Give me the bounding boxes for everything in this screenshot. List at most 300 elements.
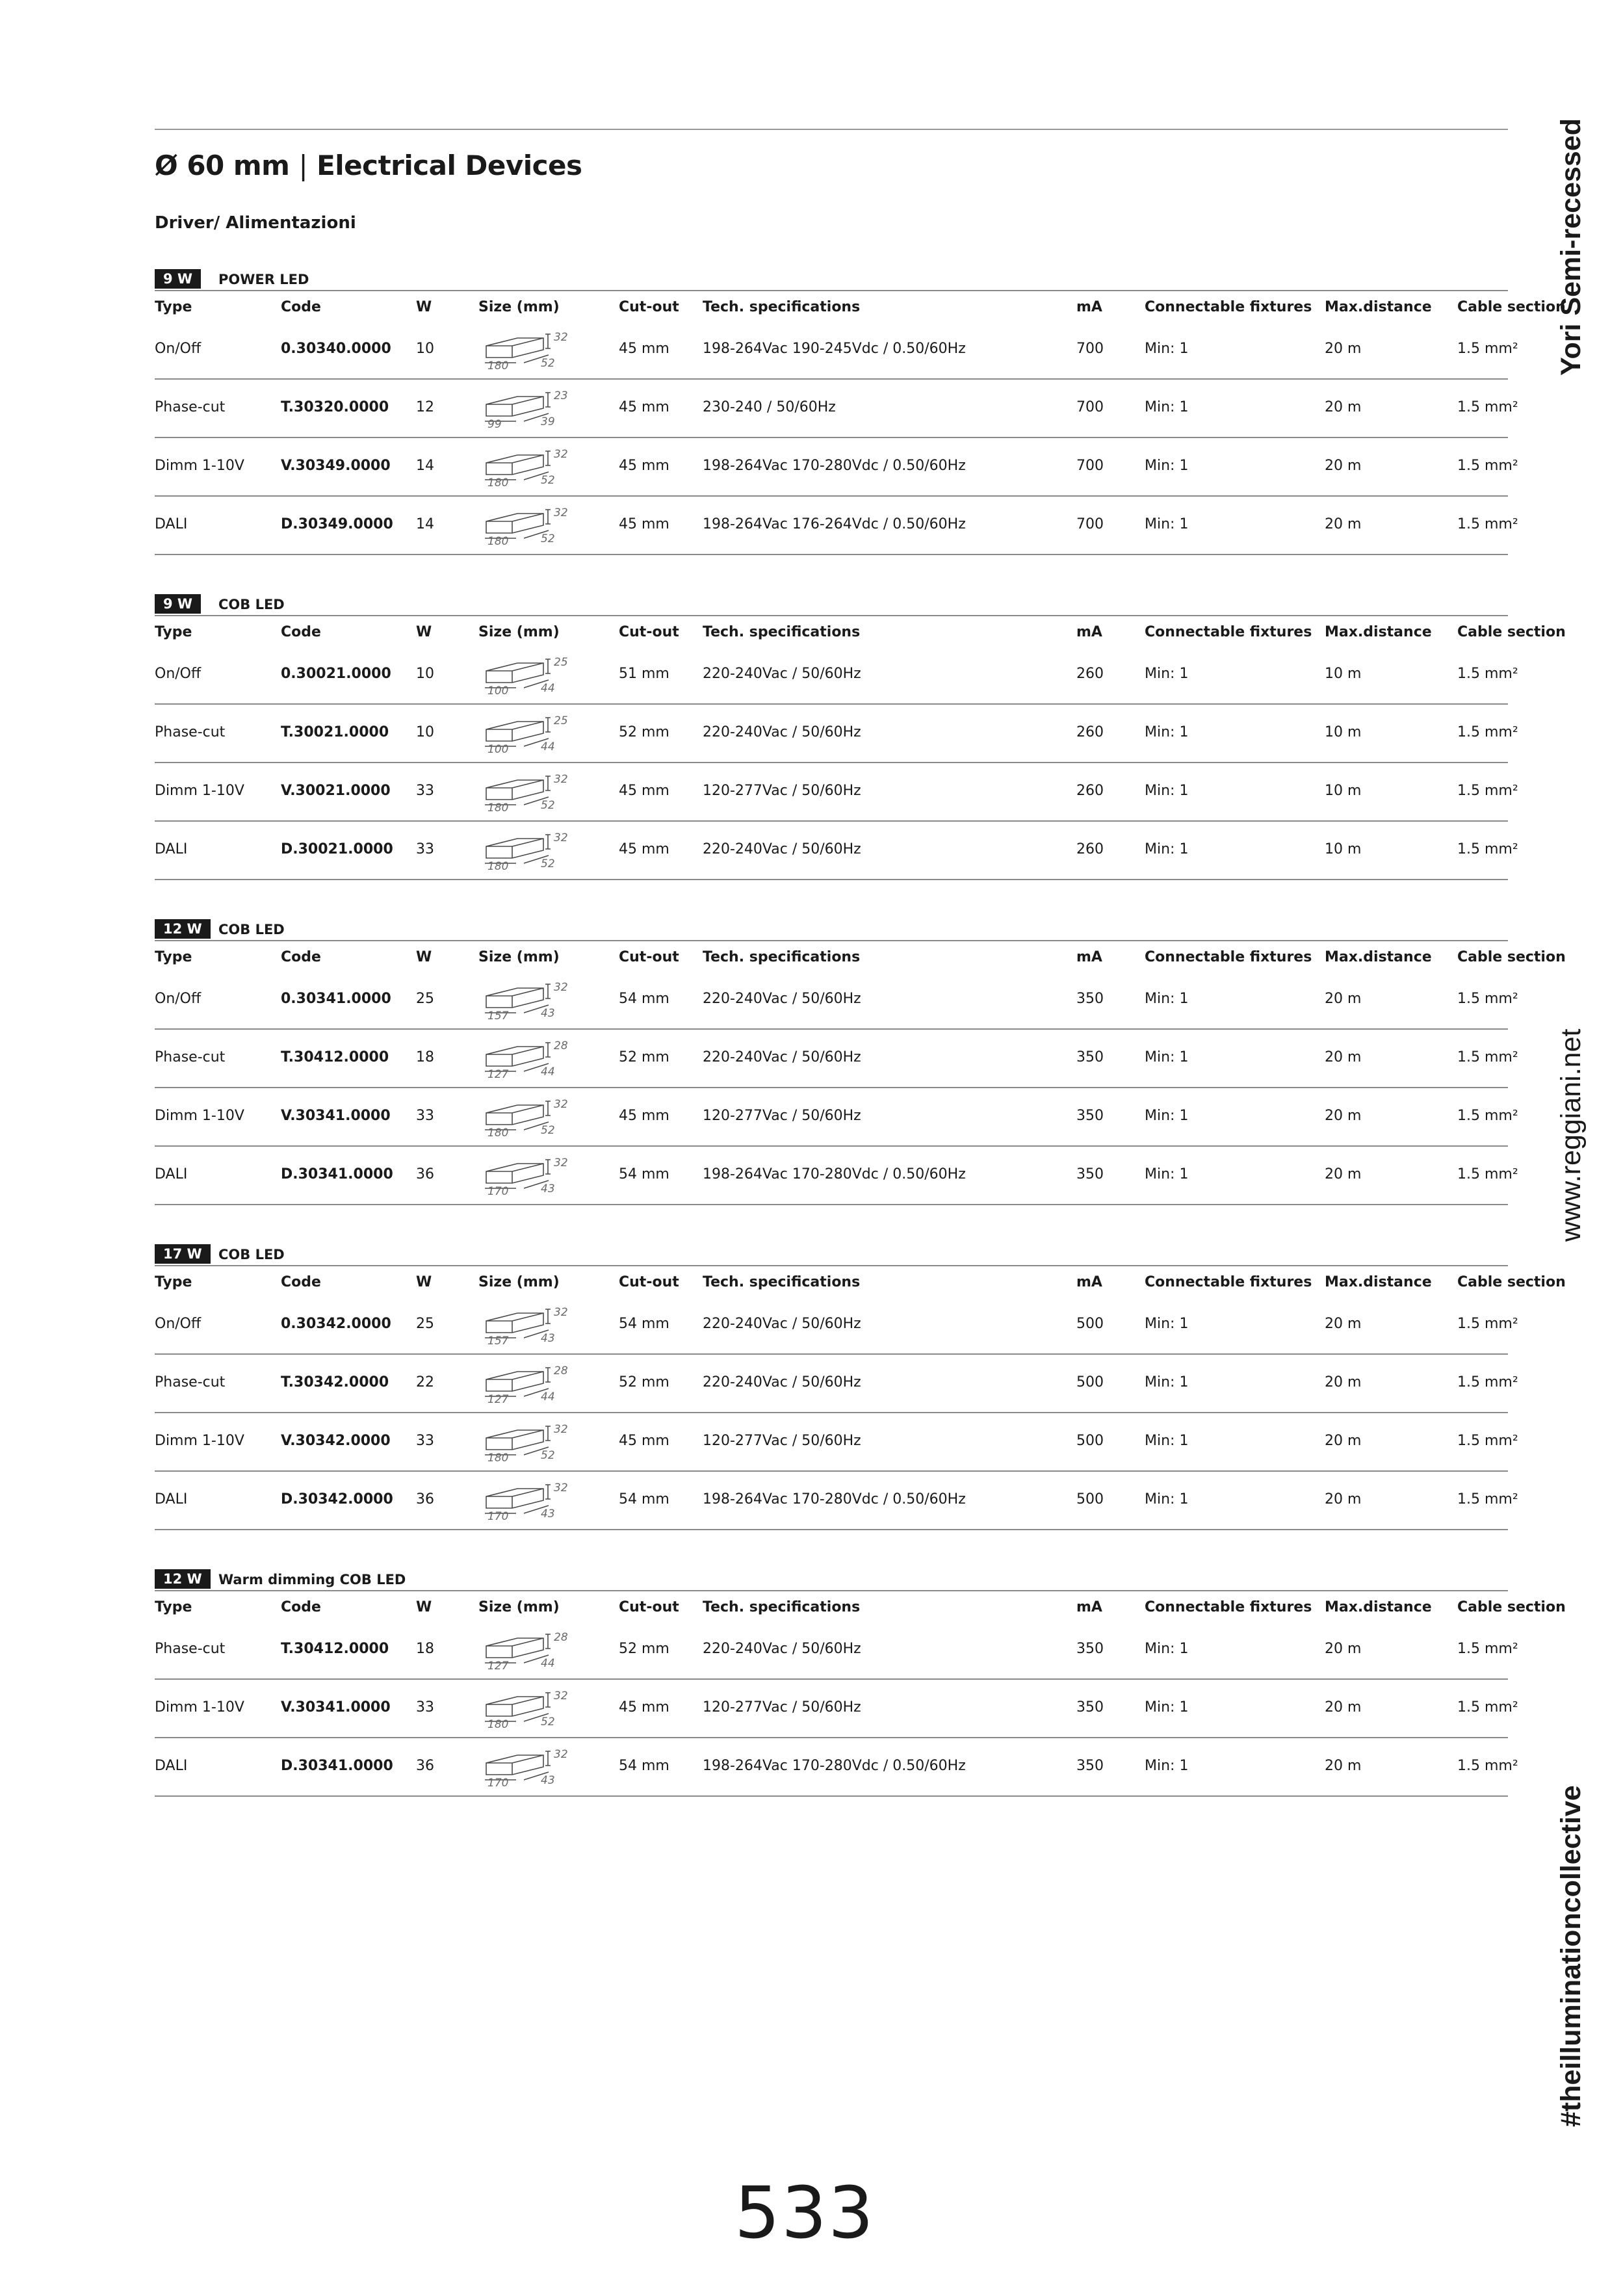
size-drawing: [478, 768, 602, 815]
column-header: mA: [1076, 1599, 1102, 1615]
column-header: W: [416, 624, 432, 640]
table-row: [155, 438, 1518, 497]
cutout-cell: 45 mm: [619, 1433, 669, 1449]
code-cell: T.30342.0000: [281, 1374, 389, 1390]
cutout-cell: 45 mm: [619, 458, 669, 474]
size-drawing: [478, 443, 602, 490]
size-length: 170: [487, 1777, 509, 1790]
cutout-cell: 45 mm: [619, 341, 669, 357]
table-row: [155, 1088, 1518, 1147]
size-height: 28: [554, 1039, 568, 1052]
size-drawing: [478, 385, 602, 432]
size-width: 43: [541, 1774, 555, 1787]
ma-cell: 350: [1076, 1758, 1104, 1774]
ma-cell: 350: [1076, 991, 1104, 1007]
watt-cell: 12: [416, 399, 434, 415]
wattage-badge: 9 W: [155, 269, 201, 289]
fixtures-cell: Min: 1: [1145, 1049, 1189, 1065]
size-length: 157: [487, 1335, 509, 1348]
column-header: Tech. specifications: [703, 1274, 861, 1290]
size-height: 23: [554, 389, 568, 402]
fixtures-cell: Min: 1: [1145, 1699, 1189, 1715]
size-width: 39: [541, 415, 555, 428]
column-header: Size (mm): [478, 1274, 560, 1290]
type-cell: On/Off: [155, 991, 201, 1007]
title-diameter: Ø 60 mm: [155, 150, 290, 181]
size-width: 44: [541, 740, 555, 753]
column-header: mA: [1076, 299, 1102, 315]
size-length: 170: [487, 1510, 509, 1523]
table-row: [155, 1680, 1518, 1738]
column-header: Cut-out: [619, 1599, 679, 1615]
type-cell: Dimm 1-10V: [155, 1433, 244, 1449]
section-label: COB LED: [218, 922, 285, 937]
size-drawing: [478, 651, 602, 698]
section-label: POWER LED: [218, 272, 309, 287]
column-header: Type: [155, 299, 192, 315]
tech-cell: 220-240Vac / 50/60Hz: [703, 724, 861, 740]
tech-cell: 198-264Vac 170-280Vdc / 0.50/60Hz: [703, 458, 966, 474]
ma-cell: 350: [1076, 1641, 1104, 1657]
table-row: [155, 380, 1518, 438]
size-height: 32: [554, 1306, 568, 1319]
cutout-cell: 52 mm: [619, 1049, 669, 1065]
code-cell: D.30342.0000: [281, 1491, 393, 1507]
distance-cell: 20 m: [1325, 1166, 1362, 1182]
size-drawing: [478, 827, 602, 874]
tech-cell: 198-264Vac 176-264Vdc / 0.50/60Hz: [703, 516, 966, 532]
size-drawing: [478, 1477, 602, 1524]
table-header: [155, 291, 1566, 321]
column-header: Tech. specifications: [703, 299, 861, 315]
column-header: mA: [1076, 624, 1102, 640]
size-width: 52: [541, 474, 555, 487]
distance-cell: 10 m: [1325, 783, 1362, 799]
size-height: 32: [554, 981, 568, 994]
code-cell: 0.30341.0000: [281, 991, 391, 1007]
ma-cell: 260: [1076, 724, 1104, 740]
size-height: 25: [554, 656, 568, 669]
title-name: Electrical Devices: [317, 150, 582, 181]
watt-cell: 33: [416, 841, 434, 857]
distance-cell: 20 m: [1325, 991, 1362, 1007]
type-cell: Phase-cut: [155, 724, 226, 740]
ma-cell: 260: [1076, 783, 1104, 799]
cable-cell: 1.5 mm²: [1457, 1699, 1518, 1715]
spec-section: [155, 918, 1566, 1205]
cable-cell: 1.5 mm²: [1457, 783, 1518, 799]
code-cell: V.30341.0000: [281, 1108, 391, 1124]
spec-section: [155, 268, 1566, 555]
watt-cell: 18: [416, 1641, 434, 1657]
column-header: Connectable fixtures: [1145, 299, 1312, 315]
distance-cell: 20 m: [1325, 516, 1362, 532]
type-cell: On/Off: [155, 341, 201, 357]
size-length: 100: [487, 743, 509, 756]
cutout-cell: 45 mm: [619, 1699, 669, 1715]
code-cell: T.30412.0000: [281, 1641, 389, 1657]
watt-cell: 36: [416, 1166, 434, 1182]
watt-cell: 33: [416, 1108, 434, 1124]
size-width: 52: [541, 799, 555, 812]
column-header: Size (mm): [478, 1599, 560, 1615]
size-height: 28: [554, 1364, 568, 1377]
cutout-cell: 45 mm: [619, 516, 669, 532]
distance-cell: 10 m: [1325, 841, 1362, 857]
fixtures-cell: Min: 1: [1145, 516, 1189, 532]
size-drawing: [478, 1093, 602, 1140]
distance-cell: 20 m: [1325, 1641, 1362, 1657]
spec-section: [155, 593, 1566, 880]
cable-cell: 1.5 mm²: [1457, 1641, 1518, 1657]
table-row: [155, 1413, 1518, 1472]
ma-cell: 350: [1076, 1699, 1104, 1715]
distance-cell: 20 m: [1325, 1491, 1362, 1507]
size-height: 28: [554, 1631, 568, 1644]
cutout-cell: 45 mm: [619, 783, 669, 799]
section-header: [155, 268, 1508, 290]
cable-cell: 1.5 mm²: [1457, 1166, 1518, 1182]
page-title: [155, 150, 582, 181]
distance-cell: 20 m: [1325, 399, 1362, 415]
type-cell: DALI: [155, 516, 188, 532]
cable-cell: 1.5 mm²: [1457, 1108, 1518, 1124]
column-header: Code: [281, 624, 321, 640]
cable-cell: 1.5 mm²: [1457, 341, 1518, 357]
size-drawing: [478, 1152, 602, 1199]
size-drawing: [478, 1626, 602, 1673]
type-cell: DALI: [155, 1758, 188, 1774]
cable-cell: 1.5 mm²: [1457, 1374, 1518, 1390]
watt-cell: 10: [416, 666, 434, 682]
column-header: mA: [1076, 949, 1102, 965]
tech-cell: 220-240Vac / 50/60Hz: [703, 841, 861, 857]
size-drawing: [478, 1685, 602, 1732]
table-row: [155, 497, 1518, 555]
size-width: 44: [541, 1390, 555, 1403]
size-drawing: [478, 1743, 602, 1790]
column-header: Code: [281, 1599, 321, 1615]
size-length: 180: [487, 1452, 509, 1465]
column-header: Code: [281, 1274, 321, 1290]
ma-cell: 500: [1076, 1433, 1104, 1449]
fixtures-cell: Min: 1: [1145, 724, 1189, 740]
tech-cell: 220-240Vac / 50/60Hz: [703, 1641, 861, 1657]
cutout-cell: 54 mm: [619, 991, 669, 1007]
ma-cell: 700: [1076, 341, 1104, 357]
cable-cell: 1.5 mm²: [1457, 666, 1518, 682]
size-length: 99: [487, 418, 502, 431]
section-label: COB LED: [218, 1247, 285, 1262]
type-cell: DALI: [155, 1491, 188, 1507]
section-header: [155, 918, 1508, 940]
fixtures-cell: Min: 1: [1145, 1641, 1189, 1657]
sidebar-hashtag: #theilluminationcollective: [1555, 1785, 1587, 2127]
column-header: Connectable fixtures: [1145, 1599, 1312, 1615]
code-cell: D.30341.0000: [281, 1166, 393, 1182]
ma-cell: 500: [1076, 1374, 1104, 1390]
column-header: Cut-out: [619, 624, 679, 640]
size-length: 180: [487, 860, 509, 873]
size-width: 44: [541, 1657, 555, 1670]
code-cell: V.30342.0000: [281, 1433, 391, 1449]
cutout-cell: 52 mm: [619, 724, 669, 740]
section-header: [155, 593, 1508, 615]
type-cell: Phase-cut: [155, 1374, 226, 1390]
cutout-cell: 54 mm: [619, 1316, 669, 1332]
tech-cell: 120-277Vac / 50/60Hz: [703, 783, 861, 799]
size-drawing: [478, 502, 602, 549]
fixtures-cell: Min: 1: [1145, 1374, 1189, 1390]
column-header: Max.distance: [1325, 1599, 1432, 1615]
size-drawing: [478, 1418, 602, 1465]
fixtures-cell: Min: 1: [1145, 1433, 1189, 1449]
column-header: W: [416, 1274, 432, 1290]
table-row: [155, 1296, 1518, 1355]
cutout-cell: 45 mm: [619, 399, 669, 415]
cutout-cell: 54 mm: [619, 1491, 669, 1507]
column-header: Cable section: [1457, 1274, 1566, 1290]
fixtures-cell: Min: 1: [1145, 1758, 1189, 1774]
cable-cell: 1.5 mm²: [1457, 991, 1518, 1007]
size-width: 43: [541, 1007, 555, 1020]
column-header: Cable section: [1457, 949, 1566, 965]
code-cell: D.30341.0000: [281, 1758, 393, 1774]
size-height: 32: [554, 1156, 568, 1169]
cutout-cell: 51 mm: [619, 666, 669, 682]
distance-cell: 20 m: [1325, 1108, 1362, 1124]
column-header: Max.distance: [1325, 949, 1432, 965]
ma-cell: 500: [1076, 1491, 1104, 1507]
size-width: 52: [541, 532, 555, 545]
size-length: 180: [487, 535, 509, 548]
watt-cell: 33: [416, 783, 434, 799]
tech-cell: 230-240 / 50/60Hz: [703, 399, 836, 415]
tech-cell: 220-240Vac / 50/60Hz: [703, 1374, 861, 1390]
cable-cell: 1.5 mm²: [1457, 1433, 1518, 1449]
code-cell: 0.30342.0000: [281, 1316, 391, 1332]
size-length: 180: [487, 476, 509, 489]
size-width: 52: [541, 1715, 555, 1729]
size-drawing: [478, 710, 602, 757]
table-header: [155, 1591, 1566, 1621]
size-height: 32: [554, 1689, 568, 1702]
distance-cell: 20 m: [1325, 1316, 1362, 1332]
table-row: [155, 1472, 1518, 1530]
type-cell: DALI: [155, 841, 188, 857]
column-header: Cut-out: [619, 299, 679, 315]
column-header: Max.distance: [1325, 624, 1432, 640]
size-width: 52: [541, 857, 555, 870]
ma-cell: 260: [1076, 666, 1104, 682]
watt-cell: 18: [416, 1049, 434, 1065]
size-length: 180: [487, 1127, 509, 1140]
watt-cell: 22: [416, 1374, 434, 1390]
table-row: [155, 646, 1518, 705]
distance-cell: 20 m: [1325, 458, 1362, 474]
table-row: [155, 1147, 1518, 1205]
wattage-badge: 12 W: [155, 1569, 211, 1589]
size-length: 127: [487, 1393, 509, 1406]
cable-cell: 1.5 mm²: [1457, 458, 1518, 474]
spec-section: [155, 1568, 1566, 1797]
cutout-cell: 45 mm: [619, 841, 669, 857]
size-width: 52: [541, 1124, 555, 1137]
tech-cell: 198-264Vac 170-280Vdc / 0.50/60Hz: [703, 1491, 966, 1507]
watt-cell: 25: [416, 991, 434, 1007]
size-length: 170: [487, 1185, 509, 1198]
tech-cell: 220-240Vac / 50/60Hz: [703, 991, 861, 1007]
tech-cell: 220-240Vac / 50/60Hz: [703, 1316, 861, 1332]
column-header: Tech. specifications: [703, 624, 861, 640]
size-height: 25: [554, 714, 568, 727]
fixtures-cell: Min: 1: [1145, 458, 1189, 474]
page-number: 533: [734, 2171, 875, 2254]
watt-cell: 36: [416, 1758, 434, 1774]
fixtures-cell: Min: 1: [1145, 1491, 1189, 1507]
fixtures-cell: Min: 1: [1145, 1108, 1189, 1124]
distance-cell: 10 m: [1325, 666, 1362, 682]
fixtures-cell: Min: 1: [1145, 341, 1189, 357]
table-row: [155, 1738, 1518, 1797]
fixtures-cell: Min: 1: [1145, 1316, 1189, 1332]
watt-cell: 14: [416, 458, 434, 474]
table-header: [155, 1266, 1566, 1296]
cutout-cell: 52 mm: [619, 1374, 669, 1390]
page-subtitle: Driver/ Alimentazioni: [155, 213, 356, 233]
ma-cell: 500: [1076, 1316, 1104, 1332]
sidebar-product: Yori Semi-recessed: [1555, 118, 1587, 376]
size-drawing: [478, 976, 602, 1023]
column-header: Code: [281, 949, 321, 965]
ma-cell: 700: [1076, 458, 1104, 474]
ma-cell: 700: [1076, 399, 1104, 415]
cable-cell: 1.5 mm²: [1457, 1049, 1518, 1065]
code-cell: 0.30021.0000: [281, 666, 391, 682]
code-cell: V.30341.0000: [281, 1699, 391, 1715]
size-length: 127: [487, 1068, 509, 1081]
cutout-cell: 54 mm: [619, 1758, 669, 1774]
spec-section: [155, 1243, 1566, 1530]
cable-cell: 1.5 mm²: [1457, 399, 1518, 415]
cable-cell: 1.5 mm²: [1457, 1316, 1518, 1332]
type-cell: Phase-cut: [155, 1049, 226, 1065]
column-header: Cable section: [1457, 624, 1566, 640]
tech-cell: 220-240Vac / 50/60Hz: [703, 666, 861, 682]
size-width: 43: [541, 1182, 555, 1195]
watt-cell: 25: [416, 1316, 434, 1332]
tech-cell: 120-277Vac / 50/60Hz: [703, 1433, 861, 1449]
distance-cell: 20 m: [1325, 1699, 1362, 1715]
distance-cell: 10 m: [1325, 724, 1362, 740]
watt-cell: 10: [416, 341, 434, 357]
size-width: 43: [541, 1507, 555, 1520]
tech-cell: 120-277Vac / 50/60Hz: [703, 1699, 861, 1715]
column-header: Cut-out: [619, 1274, 679, 1290]
table-row: [155, 1030, 1518, 1088]
type-cell: Dimm 1-10V: [155, 1108, 244, 1124]
column-header: Tech. specifications: [703, 949, 861, 965]
distance-cell: 20 m: [1325, 1758, 1362, 1774]
cutout-cell: 52 mm: [619, 1641, 669, 1657]
type-cell: DALI: [155, 1166, 188, 1182]
cable-cell: 1.5 mm²: [1457, 724, 1518, 740]
distance-cell: 20 m: [1325, 1433, 1362, 1449]
watt-cell: 33: [416, 1699, 434, 1715]
code-cell: T.30412.0000: [281, 1049, 389, 1065]
wattage-badge: 9 W: [155, 594, 201, 614]
watt-cell: 14: [416, 516, 434, 532]
column-header: Cut-out: [619, 949, 679, 965]
distance-cell: 20 m: [1325, 1374, 1362, 1390]
section-label: COB LED: [218, 597, 285, 612]
watt-cell: 10: [416, 724, 434, 740]
column-header: Max.distance: [1325, 1274, 1432, 1290]
cable-cell: 1.5 mm²: [1457, 516, 1518, 532]
column-header: Connectable fixtures: [1145, 949, 1312, 965]
type-cell: On/Off: [155, 666, 201, 682]
section-header: [155, 1568, 1508, 1590]
code-cell: T.30320.0000: [281, 399, 389, 415]
cable-cell: 1.5 mm²: [1457, 1491, 1518, 1507]
ma-cell: 350: [1076, 1166, 1104, 1182]
column-header: Size (mm): [478, 624, 560, 640]
code-cell: V.30349.0000: [281, 458, 391, 474]
type-cell: On/Off: [155, 1316, 201, 1332]
sidebar-website: www.reggiani.net: [1555, 1028, 1587, 1242]
column-header: mA: [1076, 1274, 1102, 1290]
size-height: 32: [554, 1098, 568, 1111]
column-header: Type: [155, 1599, 192, 1615]
column-header: Cable section: [1457, 299, 1566, 315]
section-label: Warm dimming COB LED: [218, 1572, 406, 1587]
fixtures-cell: Min: 1: [1145, 666, 1189, 682]
cable-cell: 1.5 mm²: [1457, 841, 1518, 857]
table-row: [155, 1621, 1518, 1680]
table-row: [155, 822, 1518, 880]
column-header: Size (mm): [478, 299, 560, 315]
fixtures-cell: Min: 1: [1145, 991, 1189, 1007]
watt-cell: 36: [416, 1491, 434, 1507]
cutout-cell: 45 mm: [619, 1108, 669, 1124]
column-header: Cable section: [1457, 1599, 1566, 1615]
ma-cell: 350: [1076, 1108, 1104, 1124]
tech-cell: 220-240Vac / 50/60Hz: [703, 1049, 861, 1065]
tech-cell: 198-264Vac 170-280Vdc / 0.50/60Hz: [703, 1166, 966, 1182]
table-header: [155, 941, 1566, 971]
section-header: [155, 1243, 1508, 1265]
top-rule: [155, 129, 1508, 130]
code-cell: D.30349.0000: [281, 516, 393, 532]
size-length: 180: [487, 359, 509, 372]
column-header: Type: [155, 624, 192, 640]
size-height: 32: [554, 1481, 568, 1494]
column-header: Connectable fixtures: [1145, 1274, 1312, 1290]
column-header: Size (mm): [478, 949, 560, 965]
size-length: 127: [487, 1660, 509, 1673]
column-header: W: [416, 1599, 432, 1615]
table-row: [155, 971, 1518, 1030]
size-length: 180: [487, 802, 509, 815]
size-length: 180: [487, 1718, 509, 1731]
size-height: 32: [554, 773, 568, 786]
size-height: 32: [554, 1423, 568, 1436]
size-drawing: [478, 1360, 602, 1407]
cutout-cell: 54 mm: [619, 1166, 669, 1182]
size-height: 32: [554, 506, 568, 519]
ma-cell: 700: [1076, 516, 1104, 532]
code-cell: V.30021.0000: [281, 783, 391, 799]
